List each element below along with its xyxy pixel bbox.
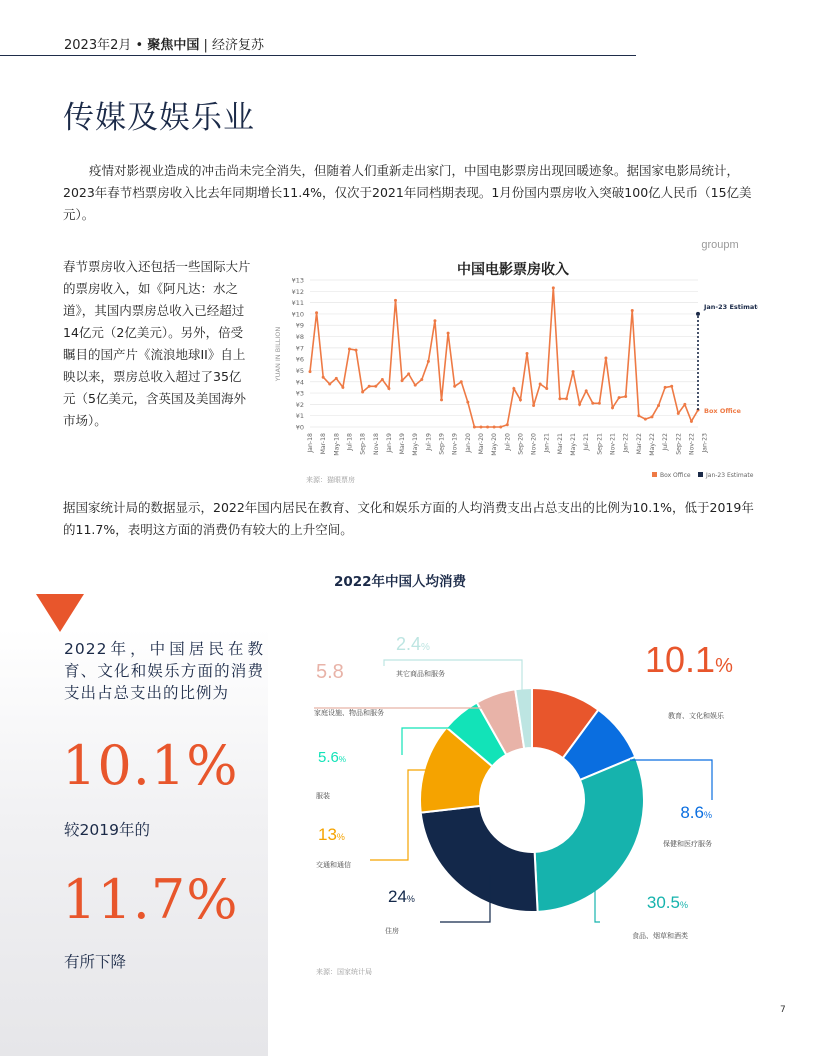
box-office-point xyxy=(473,426,476,429)
page-title: 传媒及娱乐业 xyxy=(63,100,255,136)
callout-triangle-icon xyxy=(36,594,84,632)
box-office-point xyxy=(545,387,548,390)
box-office-point xyxy=(374,385,377,388)
box-office-point xyxy=(539,383,542,386)
x-tick-label: Nov-21 xyxy=(609,433,617,456)
callout-mid-text: 较2019年的 xyxy=(64,821,150,839)
x-tick-label: May-18 xyxy=(333,433,341,456)
line-chart-source: 来源：猫眼票房 xyxy=(306,476,355,484)
box-office-point xyxy=(526,352,529,355)
box-office-point xyxy=(512,387,515,390)
y-tick-label: ¥13 xyxy=(291,276,304,285)
box-office-annotation: Box Office xyxy=(704,407,741,416)
y-tick-label: ¥10 xyxy=(291,310,304,319)
header-brand: 聚焦中国 xyxy=(147,38,200,53)
box-office-point xyxy=(420,378,423,381)
slice-category-label: 其它商品和服务 xyxy=(396,670,445,678)
slice-value-percent: % xyxy=(406,894,415,904)
y-tick-label: ¥3 xyxy=(295,389,304,398)
slice-category-label: 家庭设施、物品和服务 xyxy=(314,709,384,717)
x-tick-label: May-21 xyxy=(570,433,578,456)
box-office-point xyxy=(394,299,397,302)
box-office-point xyxy=(565,397,568,400)
slice-value-label xyxy=(388,887,415,906)
y-axis-label: YUAN IN BILLION xyxy=(274,326,282,382)
box-office-point xyxy=(664,386,667,389)
y-tick-label: ¥0 xyxy=(295,423,304,432)
slice-value-label xyxy=(318,749,346,766)
box-office-point xyxy=(447,332,450,335)
box-office-point xyxy=(341,386,344,389)
groupm-logo: groupm xyxy=(701,239,739,251)
slice-value-percent: % xyxy=(336,832,345,842)
y-tick-label: ¥7 xyxy=(295,344,304,353)
header-separator: | xyxy=(203,38,208,53)
x-tick-label: Mar-21 xyxy=(556,433,564,455)
box-office-point xyxy=(506,423,509,426)
slice-value-number: 8.6 xyxy=(680,803,704,822)
box-office-point xyxy=(440,398,443,401)
x-tick-label: Mar-22 xyxy=(635,433,643,455)
box-office-point xyxy=(598,402,601,405)
slice-value-percent: % xyxy=(338,755,346,764)
box-office-point xyxy=(578,403,581,406)
y-tick-label: ¥2 xyxy=(295,400,304,409)
slice-value-number: 5.6 xyxy=(318,749,339,766)
box-office-point xyxy=(387,387,390,390)
x-tick-label: Sep-18 xyxy=(359,433,367,455)
y-tick-label: ¥6 xyxy=(295,355,304,364)
box-office-point xyxy=(604,357,607,360)
callout-value-2019: 11.7% xyxy=(62,868,239,931)
box-office-point xyxy=(585,389,588,392)
slice-value-number: 5.8 xyxy=(316,661,344,683)
x-tick-label: Jan-20 xyxy=(464,433,472,453)
callout-text: 2022年，中国居民在教育、文化和娱乐方面的消费支出占总支出的比例为 xyxy=(64,640,264,702)
x-tick-label: Jan-22 xyxy=(622,433,630,453)
slice-value-percent: % xyxy=(715,655,733,677)
estimate-annotation: Jan-23 Estimate xyxy=(704,302,758,311)
box-office-point xyxy=(381,378,384,381)
box-office-chart-svg xyxy=(258,234,758,489)
slice-leader-line xyxy=(595,890,600,922)
box-office-point xyxy=(460,380,463,383)
box-office-chart xyxy=(258,234,758,489)
intro-paragraph: 疫情对影视业造成的冲击尚未完全消失，但随着人们重新走出家门，中国电影票房出现回暖迹象。据国家电影局统计，2023年春节档票房收入比去年同期增长11.4%，仅次于2021年同档期表现。1月份国内票房收入突破100亿人民币（15亿美元）。 xyxy=(63,163,752,222)
slice-value-label xyxy=(647,893,688,912)
x-tick-label: Sep-22 xyxy=(675,433,683,455)
header-bullet: • xyxy=(135,38,144,53)
slice-value-label xyxy=(316,661,344,683)
box-office-point xyxy=(618,396,621,399)
x-tick-label: Nov-19 xyxy=(451,433,459,456)
slice-value-label xyxy=(645,639,733,680)
box-office-point xyxy=(631,309,634,312)
side-paragraph: 春节票房收入还包括一些国际大片的票房收入，如《阿凡达：水之道》，其国内票房总收入已经超过14亿元（2亿美元）。另外，倍受瞩目的国产片《流浪地球II》自上映以来，票房总收入超过了35亿元（5亿美元，含英国及美国海外市场）。 xyxy=(63,259,251,428)
box-office-point xyxy=(690,420,693,423)
y-tick-label: ¥1 xyxy=(295,412,304,421)
legend-label-box-office: Box Office xyxy=(660,472,691,479)
slice-value-percent: % xyxy=(421,642,430,653)
box-office-point xyxy=(552,286,555,289)
legend-label-estimate: Jan-23 Estimate xyxy=(706,472,754,479)
x-tick-label: Nov-20 xyxy=(530,433,538,456)
x-tick-label: May-19 xyxy=(412,433,420,456)
header-date: 2023年2月 xyxy=(64,38,132,53)
box-office-point xyxy=(637,414,640,417)
legend-swatch-box-office xyxy=(652,472,657,477)
box-office-point xyxy=(499,426,502,429)
x-tick-label: Jan-23 xyxy=(701,433,709,453)
x-tick-label: Nov-18 xyxy=(372,433,380,456)
box-office-point xyxy=(407,372,410,375)
box-office-point xyxy=(532,404,535,407)
page-header xyxy=(64,34,264,53)
slice-category-label: 交通和通信 xyxy=(316,861,351,869)
slice-value-number: 30.5 xyxy=(646,893,680,912)
slice-value-label xyxy=(318,825,345,844)
slice-category-label: 保健和医疗服务 xyxy=(663,840,712,848)
y-tick-label: ¥12 xyxy=(291,287,304,296)
x-tick-label: Nov-22 xyxy=(688,433,696,456)
consumption-donut-svg xyxy=(300,600,770,980)
slice-category-label: 住房 xyxy=(385,927,399,935)
box-office-point xyxy=(493,426,496,429)
box-office-point xyxy=(657,404,660,407)
header-rule xyxy=(0,55,636,56)
x-tick-label: May-22 xyxy=(648,433,656,456)
box-office-point xyxy=(361,390,364,393)
x-tick-label: Mar-19 xyxy=(399,433,407,455)
x-tick-label: Jul-18 xyxy=(346,433,354,451)
x-tick-label: May-20 xyxy=(491,433,499,456)
box-office-point xyxy=(683,403,686,406)
box-office-point xyxy=(315,311,318,314)
consumption-donut-chart xyxy=(300,600,770,980)
page-number: 7 xyxy=(780,1005,786,1015)
slice-category-label: 食品、烟草和酒类 xyxy=(632,932,688,940)
slice-value-number: 2.4 xyxy=(396,634,422,654)
estimate-point xyxy=(696,312,700,316)
slice-leader-line xyxy=(314,700,490,708)
slice-value-number: 10.1 xyxy=(645,639,716,680)
box-office-point xyxy=(650,415,653,418)
box-office-point xyxy=(644,418,647,421)
x-tick-label: Jul-22 xyxy=(662,433,670,451)
callout-value-2022: 10.1% xyxy=(62,734,239,797)
donut-slice xyxy=(421,806,538,912)
box-office-point xyxy=(368,385,371,388)
box-office-point xyxy=(479,426,482,429)
slice-value-number: 13 xyxy=(318,825,337,844)
x-tick-label: Jan-19 xyxy=(385,433,393,453)
box-office-line xyxy=(310,288,698,427)
slice-category-label: 教育、文化和娱乐 xyxy=(668,712,724,720)
y-tick-label: ¥4 xyxy=(295,378,304,387)
box-office-point xyxy=(401,379,404,382)
box-office-point xyxy=(355,349,358,352)
x-tick-label: Jan-21 xyxy=(543,433,551,453)
x-tick-label: Jul-20 xyxy=(504,433,512,451)
x-tick-label: Sep-20 xyxy=(517,433,525,455)
box-office-point xyxy=(348,347,351,350)
donut-chart-title: 2022年中国人均消费 xyxy=(333,574,467,590)
box-office-point xyxy=(335,377,338,380)
line-chart-title: 中国电影票房收入 xyxy=(457,262,569,278)
slice-value-percent: % xyxy=(679,900,688,910)
x-tick-label: Jul-19 xyxy=(425,433,433,451)
y-tick-label: ¥5 xyxy=(295,366,304,375)
slice-value-label xyxy=(680,803,712,822)
slice-value-label xyxy=(396,634,430,654)
y-tick-label: ¥8 xyxy=(295,333,304,342)
box-office-point xyxy=(328,383,331,386)
slice-value-number: 24 xyxy=(388,887,407,906)
box-office-point xyxy=(322,376,325,379)
box-office-point xyxy=(670,385,673,388)
box-office-point xyxy=(624,395,627,398)
box-office-point xyxy=(427,360,430,363)
box-office-point xyxy=(611,406,614,409)
donut-chart-source: 来源：国家统计局 xyxy=(316,968,372,976)
donut-slice xyxy=(535,757,644,912)
x-tick-label: Mar-18 xyxy=(320,433,328,455)
box-office-point xyxy=(414,384,417,387)
x-tick-label: Sep-19 xyxy=(438,433,446,455)
x-tick-label: Jan-18 xyxy=(307,433,314,453)
box-office-point xyxy=(486,426,489,429)
box-office-point xyxy=(558,397,561,400)
box-office-point xyxy=(677,412,680,415)
x-tick-label: Jul-21 xyxy=(583,433,591,451)
box-office-point xyxy=(591,402,594,405)
callout-end-text: 有所下降 xyxy=(64,953,127,971)
x-tick-label: Mar-20 xyxy=(477,433,485,455)
box-office-point xyxy=(433,319,436,322)
y-tick-label: ¥9 xyxy=(295,321,304,330)
legend-swatch-estimate xyxy=(698,472,703,477)
header-section: 经济复苏 xyxy=(212,38,265,53)
slice-value-percent: % xyxy=(703,810,712,820)
y-tick-label: ¥11 xyxy=(291,299,304,308)
box-office-point xyxy=(453,385,456,388)
box-office-point xyxy=(309,370,312,373)
stats-paragraph: 据国家统计局的数据显示，2022年国内居民在教育、文化和娱乐方面的人均消费支出占总支出的比例为10.1%，低于2019年的11.7%，表明这方面的消费仍有较大的上升空间。 xyxy=(63,500,754,537)
x-tick-label: Sep-21 xyxy=(596,433,604,455)
box-office-point xyxy=(466,401,469,404)
box-office-point xyxy=(572,370,575,373)
box-office-point xyxy=(519,398,522,401)
slice-category-label: 服装 xyxy=(316,792,330,800)
